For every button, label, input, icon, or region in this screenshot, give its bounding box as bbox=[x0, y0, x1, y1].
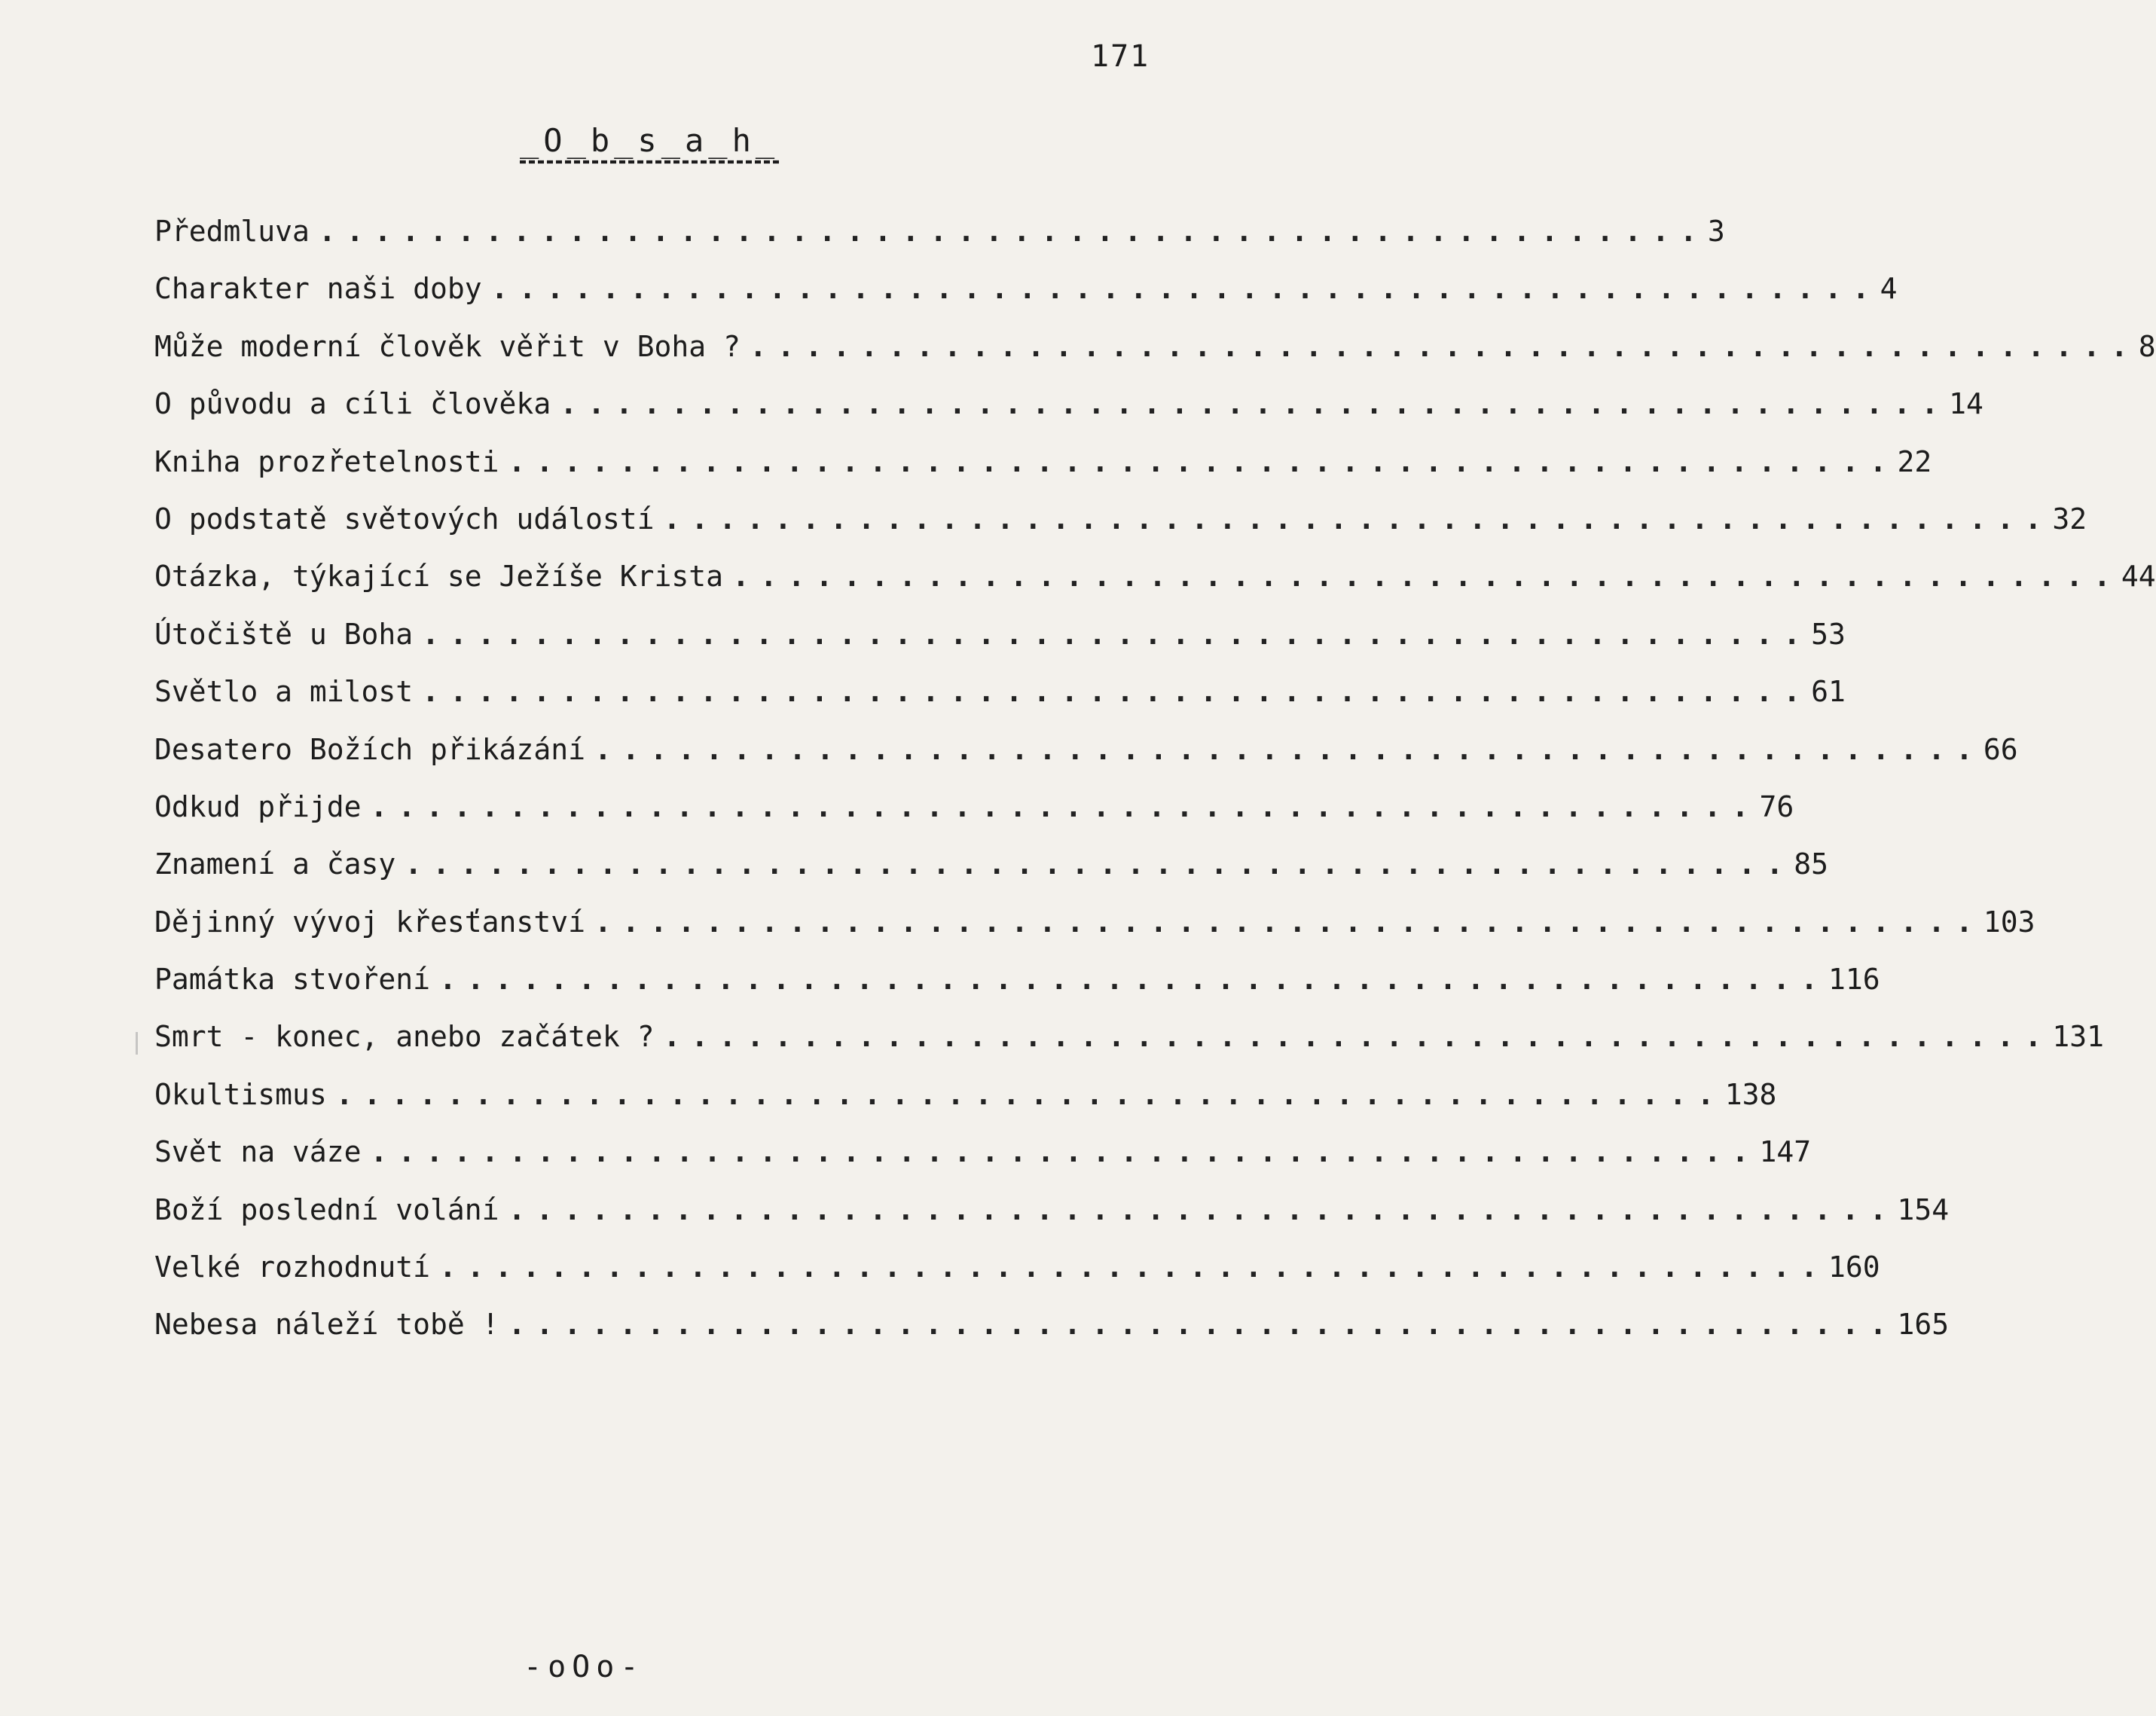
entry-title: Znamení a časy bbox=[154, 847, 396, 881]
dot-leader: .................................................. bbox=[422, 675, 1812, 709]
toc-entry bbox=[154, 560, 2156, 617]
toc-entry bbox=[154, 675, 1846, 732]
dot-leader: .................................................. bbox=[335, 1077, 1725, 1111]
page-number: 171 bbox=[1091, 39, 1150, 74]
dot-leader: .................................................. bbox=[370, 789, 1760, 823]
toc-entry bbox=[154, 1077, 1777, 1135]
entry-title: Světlo a milost bbox=[154, 675, 414, 709]
entry-title: Útočiště u Boha bbox=[154, 617, 414, 651]
entry-page-number: 103 bbox=[1983, 905, 2035, 939]
dot-leader: .................................................. bbox=[422, 617, 1812, 651]
toc-entry bbox=[154, 215, 1725, 272]
toc-entry bbox=[154, 1192, 1950, 1250]
toc-entry bbox=[154, 387, 1983, 444]
entry-title: Svět na váze bbox=[154, 1135, 362, 1169]
entry-page-number: 14 bbox=[1949, 387, 1983, 421]
dot-leader: .................................................. bbox=[508, 1192, 1898, 1226]
entry-title: Kniha prozřetelnosti bbox=[154, 444, 499, 478]
dot-leader: .................................................. bbox=[370, 1135, 1760, 1169]
dot-leader: .................................................. bbox=[663, 502, 2053, 536]
dot-leader: .................................................. bbox=[439, 963, 1828, 997]
entry-title: Nebesa náleží tobě ! bbox=[154, 1308, 499, 1342]
entry-title: Velké rozhodnutí bbox=[154, 1250, 431, 1284]
dot-leader: .................................................. bbox=[318, 215, 1708, 248]
end-ornament: -oOo- bbox=[524, 1650, 645, 1684]
entry-title: Boží poslední volání bbox=[154, 1192, 499, 1226]
margin-mark bbox=[136, 1032, 138, 1055]
toc-entry bbox=[154, 617, 1846, 675]
entry-page-number: 4 bbox=[1880, 272, 1898, 306]
toc-entry bbox=[154, 329, 2156, 387]
dot-leader: .................................................. bbox=[405, 847, 1794, 881]
entry-page-number: 116 bbox=[1828, 963, 1880, 997]
dot-leader: .................................................. bbox=[594, 732, 1983, 766]
entry-title: Charakter naši doby bbox=[154, 272, 482, 306]
entry-title: O původu a cíli člověka bbox=[154, 387, 551, 421]
toc-entry bbox=[154, 444, 1932, 502]
entry-title: Okultismus bbox=[154, 1077, 327, 1111]
entry-title: Může moderní člověk věřit v Boha ? bbox=[154, 329, 741, 363]
toc-entry bbox=[154, 1250, 1880, 1308]
entry-page-number: 138 bbox=[1724, 1077, 1777, 1111]
entry-page-number: 8 bbox=[2138, 329, 2156, 363]
toc-entry bbox=[154, 963, 1880, 1020]
entry-title: Dějinný vývoj křesťanství bbox=[154, 905, 585, 939]
entry-page-number: 131 bbox=[2052, 1020, 2105, 1054]
entry-page-number: 44 bbox=[2121, 560, 2156, 594]
toc-entry bbox=[154, 502, 2087, 560]
entry-page-number: 66 bbox=[1983, 732, 2018, 766]
dot-leader: .................................................. bbox=[749, 329, 2139, 363]
toc-entry bbox=[154, 1135, 1812, 1192]
dot-leader: .................................................. bbox=[508, 444, 1898, 478]
entry-page-number: 22 bbox=[1897, 444, 1932, 478]
entry-title: Předmluva bbox=[154, 215, 310, 248]
entry-page-number: 154 bbox=[1897, 1192, 1950, 1226]
entry-page-number: 85 bbox=[1794, 847, 1828, 881]
entry-title: Smrt - konec, anebo začátek ? bbox=[154, 1020, 655, 1054]
entry-page-number: 147 bbox=[1759, 1135, 1812, 1169]
toc-entry bbox=[154, 272, 1898, 329]
toc-entry bbox=[154, 905, 2035, 963]
entry-page-number: 165 bbox=[1897, 1308, 1950, 1342]
dot-leader: .................................................. bbox=[594, 905, 1983, 939]
dot-leader: .................................................. bbox=[663, 1020, 2053, 1054]
entry-page-number: 160 bbox=[1828, 1250, 1880, 1284]
entry-page-number: 53 bbox=[1811, 617, 1846, 651]
toc-entry bbox=[154, 732, 2018, 790]
dot-leader: .................................................. bbox=[439, 1250, 1828, 1284]
toc-title: _O_b_s_a_h_ bbox=[520, 122, 780, 159]
entry-title: Odkud přijde bbox=[154, 789, 362, 823]
entry-title: Otázka, týkající se Ježíše Krista bbox=[154, 560, 723, 594]
dot-leader: .................................................. bbox=[490, 272, 1880, 306]
toc-entry bbox=[154, 847, 1828, 905]
entry-page-number: 3 bbox=[1707, 215, 1725, 248]
entry-title: Památka stvoření bbox=[154, 963, 431, 997]
entry-page-number: 32 bbox=[2052, 502, 2087, 536]
dot-leader: .................................................. bbox=[508, 1308, 1898, 1342]
entry-page-number: 76 bbox=[1759, 789, 1794, 823]
table-of-contents bbox=[154, 215, 2156, 1366]
toc-entry bbox=[154, 789, 1794, 847]
entry-title: Desatero Božích přikázání bbox=[154, 732, 585, 766]
toc-entry bbox=[154, 1308, 1950, 1365]
dot-leader: .................................................. bbox=[731, 560, 2121, 594]
dot-leader: .................................................. bbox=[560, 387, 1950, 421]
entry-title: O podstatě světových událostí bbox=[154, 502, 655, 536]
entry-page-number: 61 bbox=[1811, 675, 1846, 709]
toc-entry bbox=[154, 1020, 2105, 1077]
